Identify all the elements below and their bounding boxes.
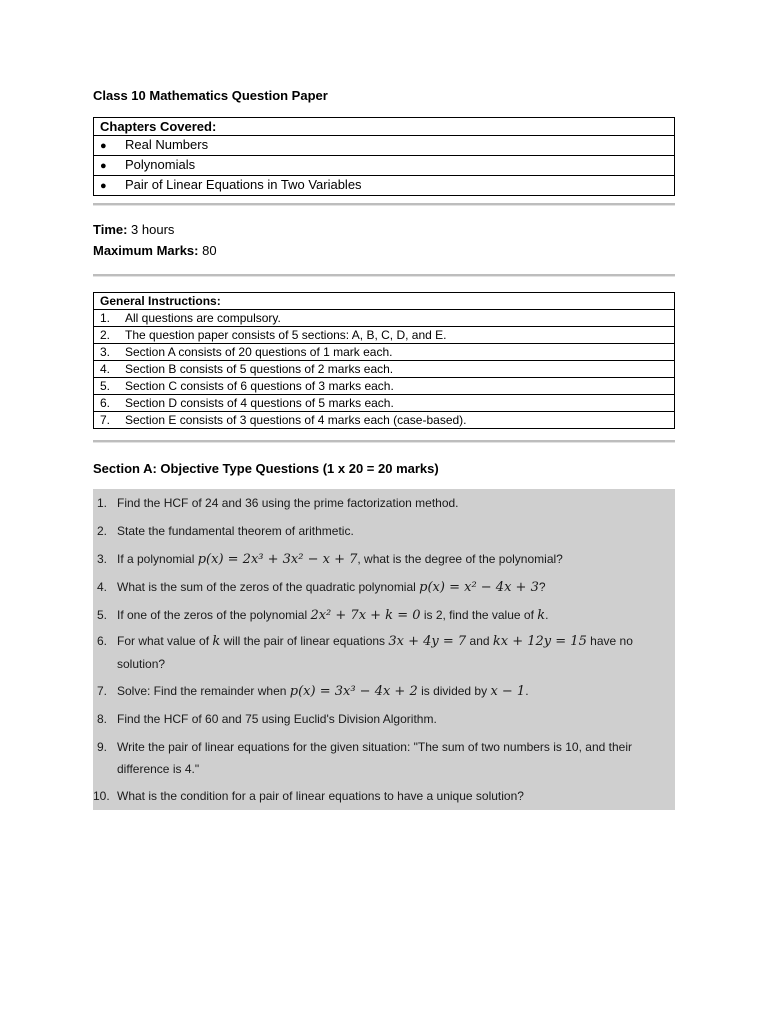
chapters-heading: Chapters Covered:	[94, 118, 675, 136]
horizontal-divider	[93, 440, 675, 443]
question-text-part: Solve: Find the remainder when	[117, 684, 290, 698]
instruction-item	[94, 310, 675, 327]
section-a-heading: Section A: Objective Type Questions (1 x 20 = 20 marks)	[93, 461, 439, 476]
instructions-heading: General Instructions:	[94, 293, 675, 310]
question-text-part: If a polynomial	[117, 552, 198, 566]
instruction-item	[94, 327, 675, 344]
question-item	[93, 576, 663, 599]
question-text-part: .	[545, 608, 549, 622]
instruction-number: 4.	[100, 362, 111, 376]
question-text	[117, 708, 663, 730]
question-text	[117, 785, 663, 807]
math-expression: x − 1	[490, 684, 526, 699]
instruction-text: Section A consists of 20 questions of 1 mark each.	[125, 345, 393, 359]
math-expression: p(x) = 3x³ − 4x + 2	[289, 684, 418, 699]
question-text	[117, 604, 663, 627]
question-item	[93, 708, 663, 730]
max-marks-label: Maximum Marks:	[93, 243, 199, 258]
instruction-number: 1.	[100, 311, 111, 325]
question-number: 10.	[93, 789, 110, 803]
instruction-text: All questions are compulsory.	[125, 311, 281, 325]
question-text	[117, 630, 663, 675]
question-text-part: will the pair of linear equations	[220, 634, 389, 648]
instruction-item	[94, 378, 675, 395]
question-number: 9.	[97, 740, 108, 754]
instruction-number: 5.	[100, 379, 111, 393]
question-text	[117, 520, 663, 542]
horizontal-divider	[93, 203, 675, 206]
question-item	[93, 492, 663, 514]
question-number: 7.	[97, 684, 108, 698]
question-number: 2.	[97, 524, 108, 538]
instruction-number: 2.	[100, 328, 111, 342]
chapter-label: Pair of Linear Equations in Two Variables	[125, 177, 362, 192]
max-marks-line	[93, 243, 217, 258]
question-item	[93, 630, 663, 675]
question-text-part: .	[525, 684, 529, 698]
question-text-part: Find the HCF of 24 and 36 using the prime factorization method.	[117, 496, 459, 510]
question-text-part: Find the HCF of 60 and 75 using Euclid's Division Algorithm.	[117, 712, 437, 726]
bullet-icon: ●	[100, 160, 107, 172]
math-expression: 2x² + 7x + k = 0	[310, 608, 421, 623]
question-item	[93, 736, 663, 780]
math-expression: k	[212, 634, 221, 649]
chapter-label: Real Numbers	[125, 137, 209, 152]
instruction-item	[94, 361, 675, 378]
instruction-item	[94, 344, 675, 361]
chapter-item	[94, 176, 675, 196]
question-number: 8.	[97, 712, 108, 726]
question-text	[117, 680, 663, 703]
question-item	[93, 520, 663, 542]
question-text	[117, 736, 663, 780]
question-number: 1.	[97, 496, 108, 510]
horizontal-divider	[93, 274, 675, 277]
math-expression: 3x + 4y = 7	[388, 634, 467, 649]
question-number: 5.	[97, 608, 108, 622]
instruction-item	[94, 412, 675, 429]
instruction-number: 3.	[100, 345, 111, 359]
chapter-item	[94, 136, 675, 156]
chapters-table	[93, 117, 675, 196]
instruction-number: 7.	[100, 413, 111, 427]
math-expression: kx + 12y = 15	[492, 634, 587, 649]
instruction-text: Section D consists of 4 questions of 5 marks each.	[125, 396, 394, 410]
question-text	[117, 576, 663, 599]
instruction-item	[94, 395, 675, 412]
question-text-part: is 2, find the value of	[420, 608, 538, 622]
question-text-part: and	[466, 634, 493, 648]
question-text-part: Write the pair of linear equations for the given situation: "The sum of two numbers is 10, and their difference is 4."	[117, 740, 632, 776]
question-text-part: is divided by	[417, 684, 491, 698]
section-a-questions-image	[93, 489, 675, 810]
math-expression: k	[537, 608, 546, 623]
question-text-part: State the fundamental theorem of arithmetic.	[117, 524, 354, 538]
question-item	[93, 680, 663, 703]
math-expression: p(x) = 2x³ + 3x² − x + 7	[197, 552, 358, 567]
time-label: Time:	[93, 222, 128, 237]
question-item	[93, 604, 663, 627]
question-text-part: , what is the degree of the polynomial?	[357, 552, 563, 566]
bullet-icon: ●	[100, 140, 107, 152]
question-text-part: If one of the zeros of the polynomial	[117, 608, 311, 622]
question-text-part: What is the sum of the zeros of the quadratic polynomial	[117, 580, 420, 594]
instruction-text: Section B consists of 5 questions of 2 marks each.	[125, 362, 394, 376]
question-text-part: For what value of	[117, 634, 213, 648]
question-number: 6.	[97, 634, 108, 648]
instruction-text: The question paper consists of 5 sections: A, B, C, D, and E.	[125, 328, 447, 342]
instruction-text: Section C consists of 6 questions of 3 marks each.	[125, 379, 394, 393]
time-line	[93, 222, 174, 237]
question-text-part: ?	[538, 580, 546, 594]
instruction-text: Section E consists of 3 questions of 4 marks each (case-based).	[125, 413, 467, 427]
question-number: 4.	[97, 580, 108, 594]
question-text-part: What is the condition for a pair of linear equations to have a unique solution?	[117, 789, 524, 803]
question-text	[117, 548, 663, 571]
question-number: 3.	[97, 552, 108, 566]
instruction-number: 6.	[100, 396, 111, 410]
chapter-item	[94, 156, 675, 176]
question-text	[117, 492, 663, 514]
question-text-part: have no solution?	[117, 634, 633, 671]
max-marks-value: 80	[198, 243, 217, 258]
instructions-table	[93, 292, 675, 429]
chapter-label: Polynomials	[125, 157, 196, 172]
document-title: Class 10 Mathematics Question Paper	[93, 88, 328, 103]
math-expression: p(x) = x² − 4x + 3	[419, 580, 539, 595]
time-value: 3 hours	[127, 222, 175, 237]
question-item	[93, 548, 663, 571]
bullet-icon: ●	[100, 180, 107, 192]
question-item	[93, 785, 663, 807]
